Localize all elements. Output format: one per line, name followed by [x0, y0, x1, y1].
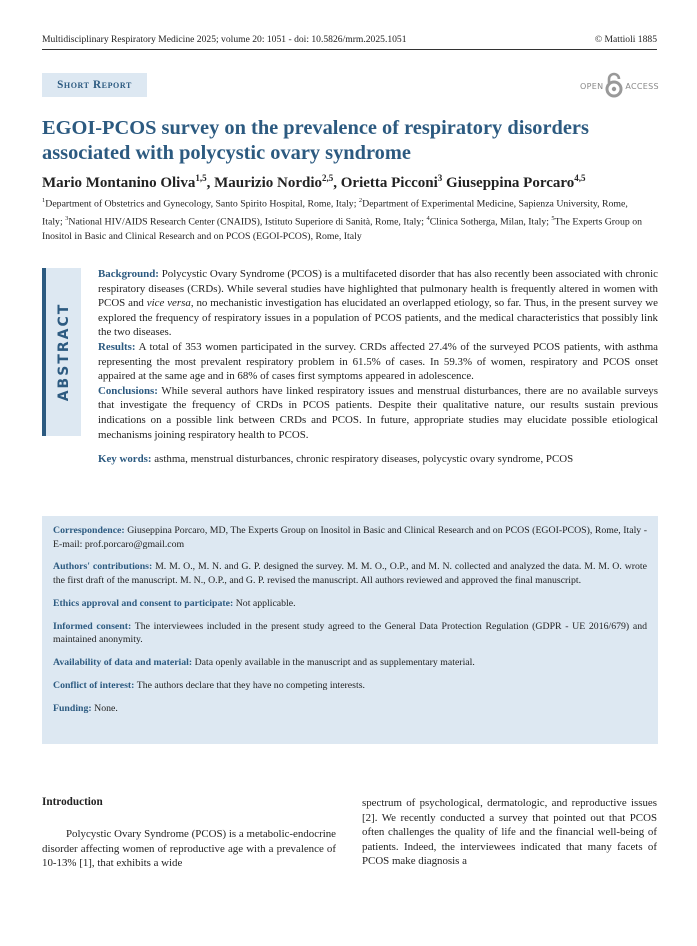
affiliation-text: Clinica Sotherga, Milan, Italy;: [429, 216, 552, 228]
introduction-heading: Introduction: [42, 796, 103, 808]
info-item-label: Correspondence:: [53, 525, 125, 536]
info-item-text: Data openly available in the manuscript and as supplementary material.: [192, 657, 475, 669]
affiliation-number: 1: [42, 197, 46, 204]
info-item-text: Giuseppina Porcaro, MD, The Experts Group on Inositol in Basic and Clinical Research and on PCOS (EGOI-PCOS), Rome, Italy - E-mail: prof.porcaro@gmail.com: [53, 525, 647, 550]
conclusions-label: Conclusions:: [98, 384, 158, 397]
info-item-label: Funding:: [53, 703, 92, 715]
author-separator: ,: [206, 175, 215, 191]
author-affiliation-sup: 3: [437, 173, 443, 183]
affiliation-text: The Experts Group on Inositol in Basic and Clinical Research and on PCOS (EGOI-PCOS), Rome, Italy: [42, 216, 642, 242]
affiliation-number: 5: [551, 214, 555, 222]
open-access-logo: [580, 72, 659, 100]
info-item: [53, 656, 647, 670]
results-label: Results:: [98, 340, 136, 353]
info-item-label: Conflict of interest:: [53, 680, 135, 692]
keywords: [98, 453, 658, 465]
keywords-label: Key words:: [98, 453, 152, 465]
affiliation-text: Department of Experimental Medicine, Sapienza University, Rome, Italy;: [42, 198, 628, 228]
background-text-2: , no mechanistic investigation has elucidated an overlapped etiology, so far. Thus, in the present survey we explored the frequency of respiratory issues in a population of PCOS patients, and the medical characteristics that possibly link the two diseases.: [98, 297, 658, 339]
info-item-label: Availability of data and material:: [53, 657, 193, 669]
info-item-label: Informed consent:: [53, 620, 132, 632]
abstract-body: [98, 267, 658, 442]
author-separator: ,: [333, 175, 341, 191]
affiliation-text: Department of Obstetrics and Gynecology, Santo Spirito Hospital, Rome, Italy;: [45, 198, 359, 210]
info-item: [53, 679, 647, 693]
open-access-right: ACCESS: [625, 81, 659, 91]
affiliation-number: 3: [65, 214, 69, 222]
affiliations: [42, 194, 642, 244]
background-label: Background:: [98, 268, 159, 280]
affiliation-number: 4: [426, 214, 430, 222]
author-name: Giuseppina Porcaro: [446, 175, 575, 191]
keywords-text: asthma, menstrual disturbances, chronic respiratory diseases, polycystic ovary syndrome, PCOS: [151, 453, 574, 465]
info-item: [53, 524, 647, 551]
author-name: Mario Montanino Oliva: [42, 175, 196, 191]
open-access-left: OPEN: [580, 81, 604, 91]
author-name: Orietta Picconi: [340, 175, 438, 191]
info-item: [53, 702, 647, 716]
article-title: EGOI-PCOS survey on the prevalence of respiratory disorders associated with polycystic ovary syndrome: [42, 117, 589, 164]
copyright: © Mattioli 1885: [594, 34, 657, 45]
results-text: A total of 353 women participated in the survey. CRDs affected 27.4% of the surveyed PCOS patients, with asthma representing the most prevalent respiratory problem in 61.5% of cases. In 59.3% of women, respiratory and PCOS onset appaired at the same age and in 68% of cases first symptoms appeared in adolescence.: [98, 340, 658, 383]
info-item: [53, 620, 647, 647]
affiliation-text: National HIV/AIDS Research Center (CNAIDS), Istituto Superiore di Sanità, Rome, Italy;: [68, 216, 427, 228]
background-text-1: Polycystic Ovary Syndrome (PCOS) is a multifaceted disorder that has also recently been associated with chronic respiratory diseases (CRDs). While several studies have highlighted that pulmonary health is frequently altered in women with PCOS and: [98, 268, 658, 310]
info-item: [53, 560, 647, 587]
journal-citation: Multidisciplinary Respiratory Medicine 2025; volume 20: 1051 - doi: 10.5826/mrm.2025.1051: [42, 34, 407, 45]
info-item-text: The interviewees included in the present study agreed to the General Data Protection Regulation (GDPR - UE 2016/679) and maintained anonymity.: [53, 620, 647, 646]
author-affiliation-sup: 1,5: [195, 173, 207, 183]
info-item-label: Authors' contributions:: [53, 561, 153, 573]
running-header: [42, 34, 657, 45]
author-list: [42, 173, 667, 192]
introduction-paragraph-1: Polycystic Ovary Syndrome (PCOS) is a metabolic-endocrine disorder affecting women of reproductive age with a prevalence of 10-13% [1], that exhibits a wide: [42, 828, 336, 870]
info-item-text: The authors declare that they have no competing interests.: [134, 680, 365, 692]
affiliation-number: 2: [358, 197, 363, 204]
introduction-column-2: spectrum of psychological, dermatologic, and reproductive issues [2]. We recently conducted a survey that pointed out that PCOS often challenges the quality of life and the financial well-being of patients. Indeed, the interviewees indicated that many facets of PCOS make diagnosis a: [362, 797, 657, 868]
abstract-sidebar: [42, 268, 81, 436]
introduction-column-1: [42, 827, 336, 871]
abstract-label: ABSTRACT: [55, 302, 72, 402]
background-italic: vice versa: [146, 297, 191, 310]
article-type-badge: Short Report: [42, 73, 147, 97]
conclusions-text: While several authors have linked respiratory issues and menstrual disturbances, there are no available surveys that investigate the frequency of CRDs in PCOS patients. Despite their qualitative nature, our results sustain previous indications on a possible link between CRDs and PCOS. In future, appropriate studies may elucidate possible etiological mechanisms joining respiratory health to PCOS.: [98, 384, 658, 441]
author-affiliation-sup: 2,5: [322, 173, 334, 183]
open-lock-icon: [605, 72, 623, 100]
info-item-text: Not applicable.: [233, 597, 296, 609]
article-info-box: [42, 516, 658, 744]
info-item-text: M. M. O., M. N. and G. P. designed the survey. M. M. O., O.P., and M. N. collected and analyzed the data. M. M. O. wrote the first draft of the manuscript. M. N., O.P., and G. P. revised the manuscript. All authors reviewed and approved the final manuscript.: [53, 561, 647, 587]
header-divider: [42, 49, 657, 50]
author-name: Maurizio Nordio: [214, 175, 322, 191]
info-item: [53, 597, 647, 611]
info-item-text: None.: [91, 703, 118, 715]
author-affiliation-sup: 4,5: [574, 173, 586, 183]
info-item-label: Ethics approval and consent to participate:: [53, 597, 234, 609]
